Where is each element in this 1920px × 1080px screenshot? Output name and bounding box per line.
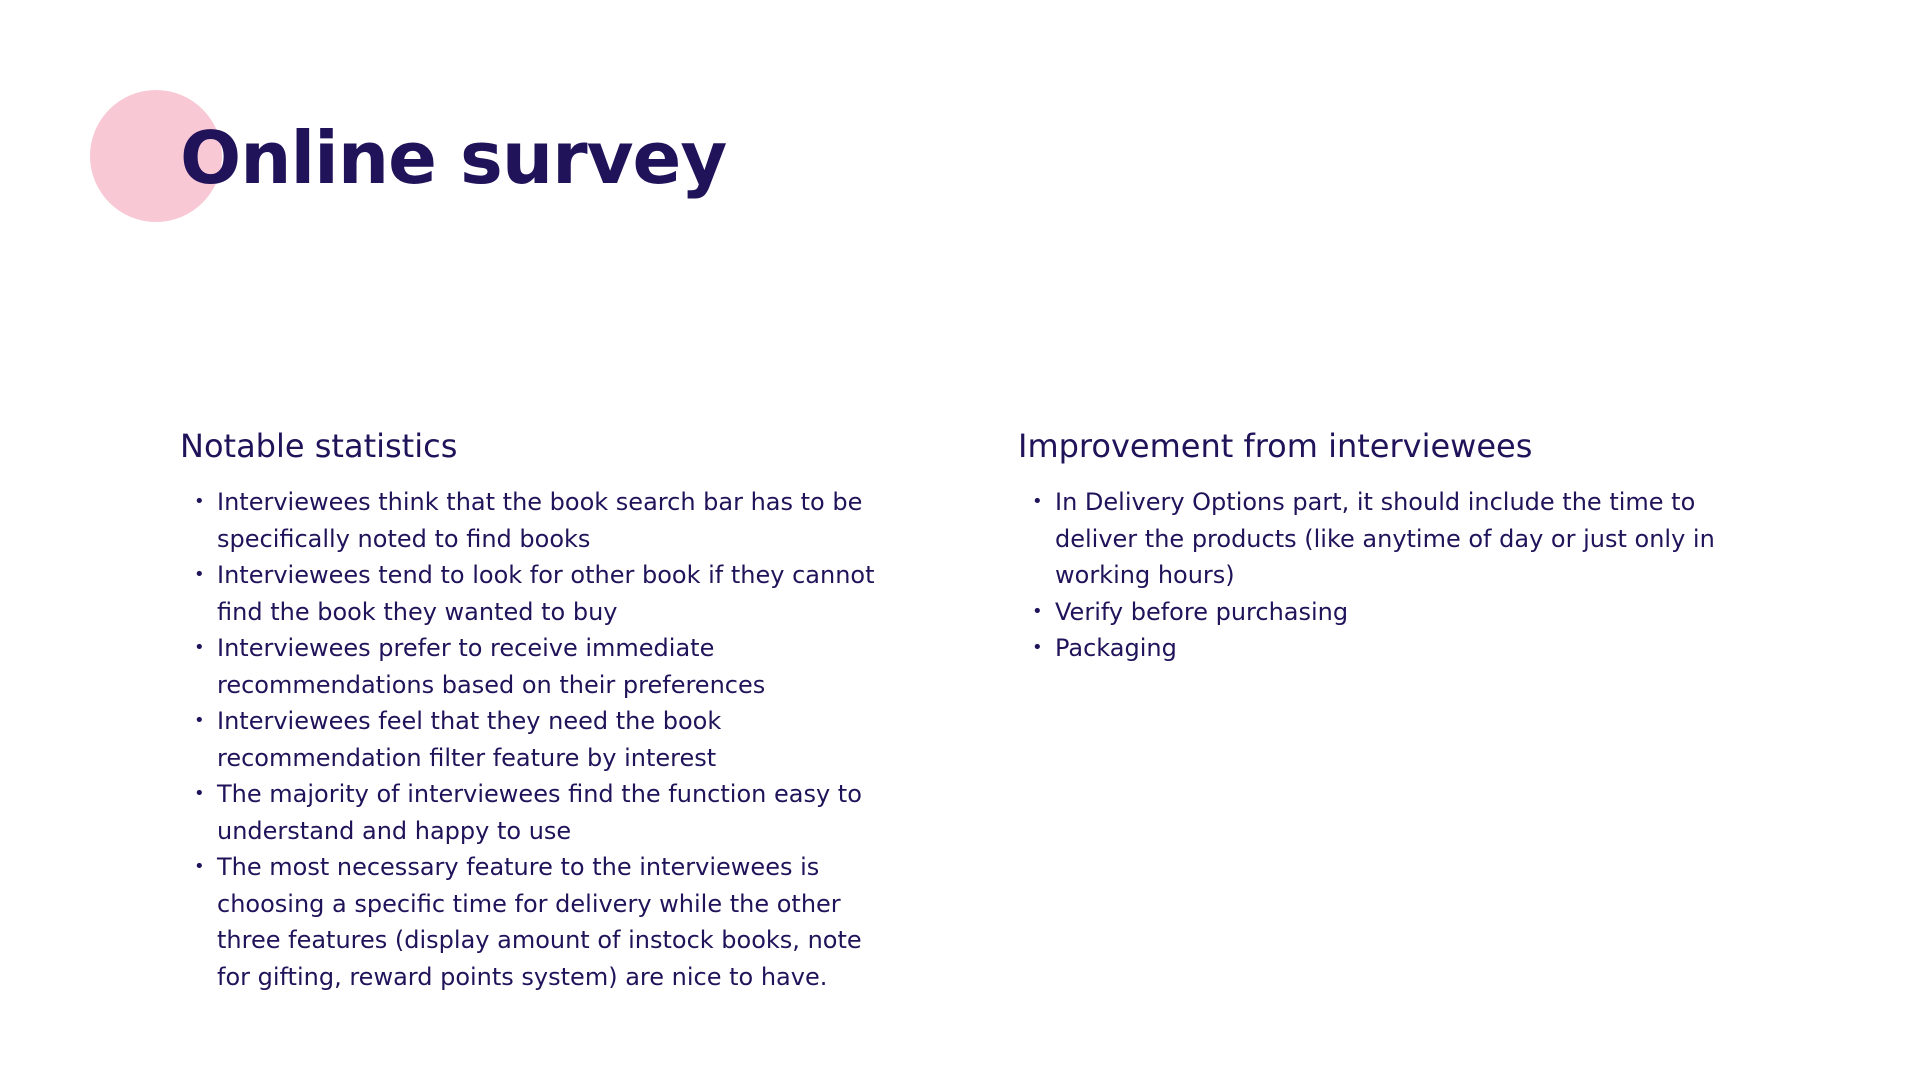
list-item-text: Interviewees tend to look for other book if they cannot find the book they wanted to buy [217,561,875,626]
bullet-icon: • [1032,491,1043,512]
list-item [180,776,880,849]
notable-statistics-heading: Notable statistics [180,427,458,465]
notable-statistics-list [180,484,880,995]
notable-statistics-section [180,422,880,995]
bullet-icon: • [194,637,205,658]
list-item [180,630,880,703]
bullet-icon: • [194,710,205,731]
list-item-text: In Delivery Options part, it should include the time to deliver the products (like anytime of day or just only in working hours) [1055,488,1715,589]
slide-title: Online survey [180,116,727,200]
improvement-heading: Improvement from interviewees [1018,427,1533,465]
list-item-text: Interviewees feel that they need the book recommendation filter feature by interest [217,707,722,772]
list-item-text: Interviewees think that the book search bar has to be specifically noted to find books [217,488,863,553]
bullet-icon: • [1032,600,1043,622]
bullet-icon: • [194,491,205,512]
list-item-text: Interviewees prefer to receive immediate recommendations based on their preferences [217,634,766,699]
bullet-icon: • [1032,637,1043,658]
bullet-icon: • [194,856,205,877]
bullet-icon: • [194,783,205,804]
list-item-text: The most necessary feature to the interviewees is choosing a specific time for delivery while the other three features (display amount of instock books, note for gifting, reward points system) are nice to have. [217,853,862,991]
list-item-text: The majority of interviewees find the function easy to understand and happy to use [217,780,862,845]
list-item-text: Packaging [1055,634,1177,662]
list-item-text: Verify before purchasing [1055,597,1349,626]
improvement-list [1018,484,1738,667]
list-item [180,557,880,630]
improvement-section [1018,422,1738,667]
list-item [1018,484,1738,594]
list-item [1018,594,1738,631]
list-item [180,484,880,557]
bullet-icon: • [194,564,205,585]
list-item [180,703,880,776]
list-item [1018,630,1738,667]
list-item [180,849,880,995]
